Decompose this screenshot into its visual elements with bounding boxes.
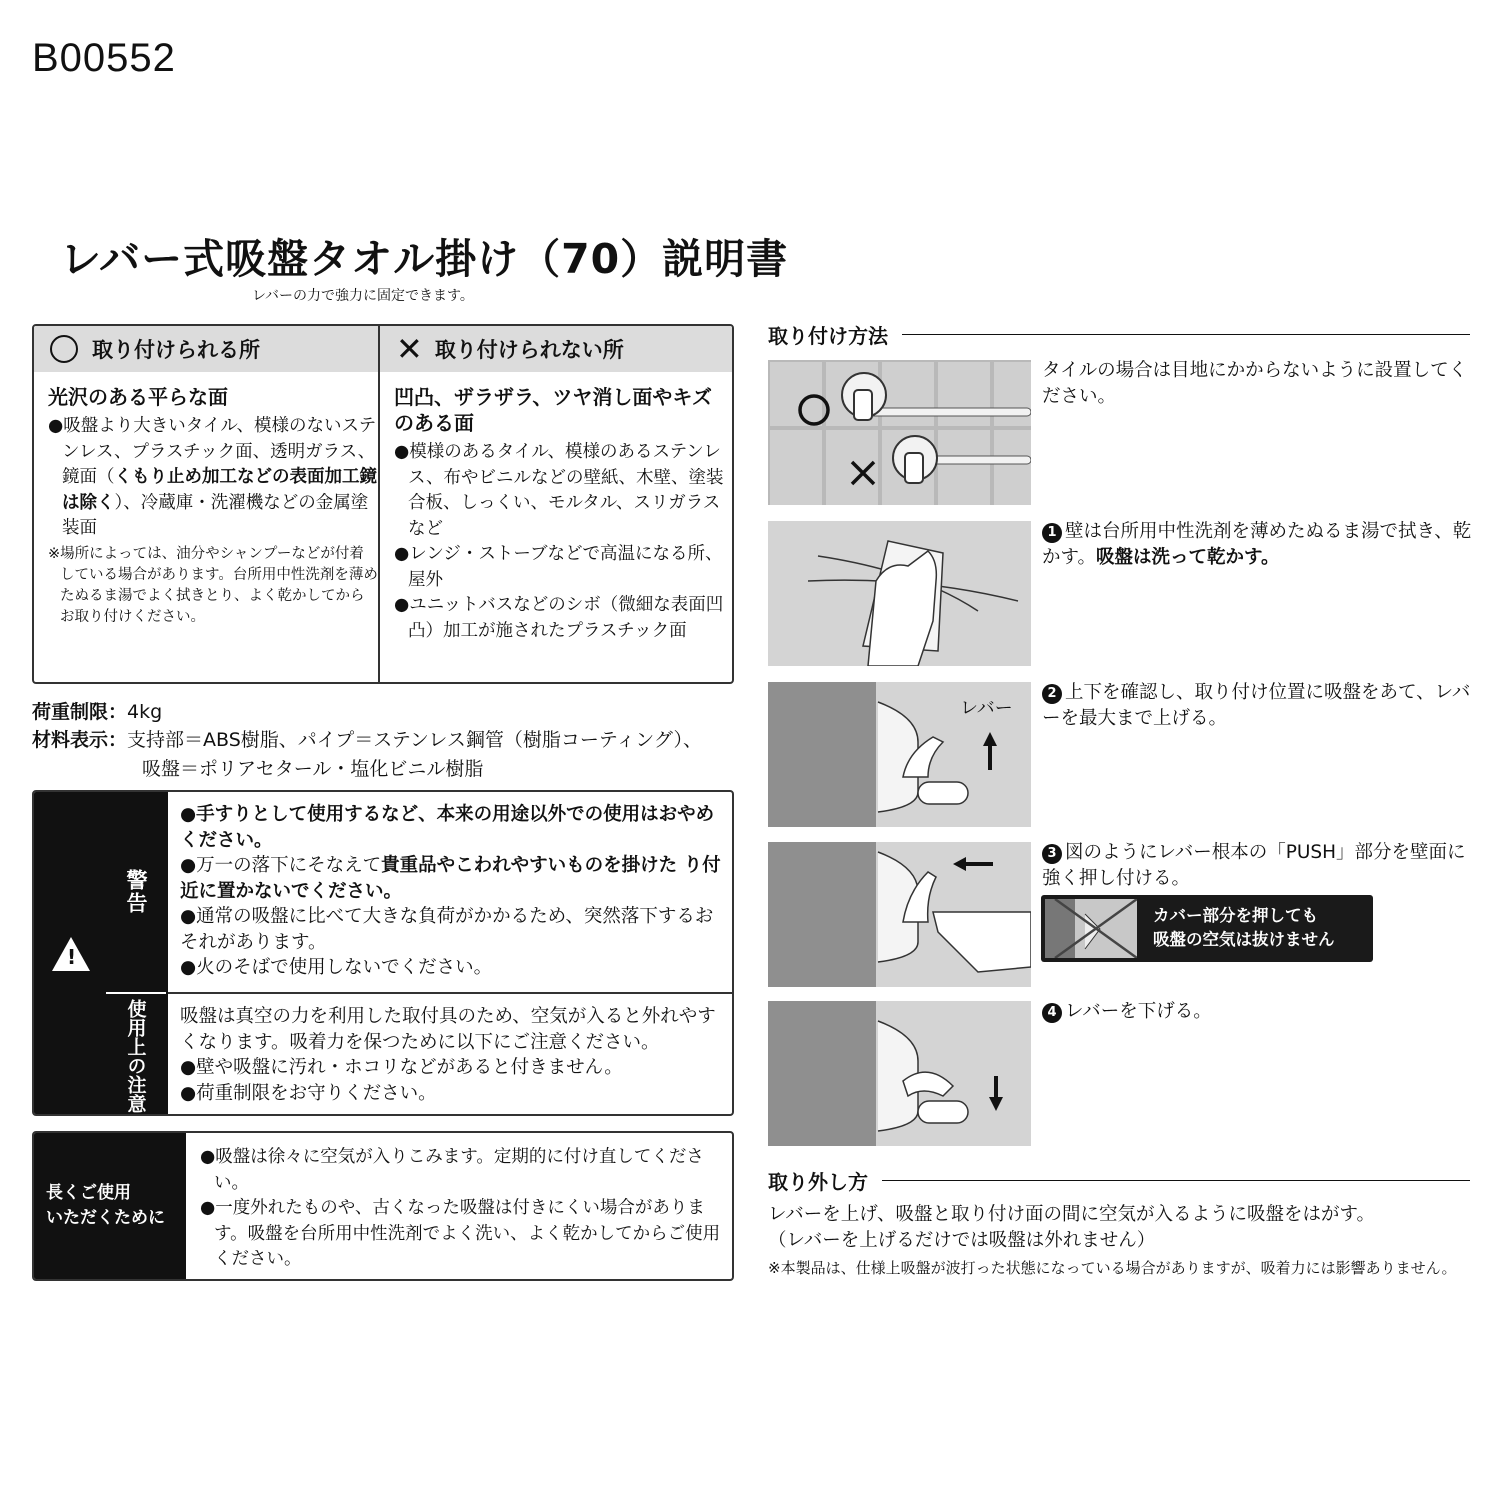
removal-note: ※本製品は、仕様上吸盤が波打った状態になっている場合がありますが、吸着力には影響ありません。: [768, 1259, 1457, 1277]
step2-text: 2 上下を確認し、取り付け位置に吸盤をあて、レバーを最大まで上げる。: [1042, 682, 1471, 729]
long-use-items: [200, 1145, 726, 1273]
long-use-item: ●一度外れたものや、古くなった吸盤は付きにくい場合があります。吸盤を台所用中性洗剤でよく洗い、よく乾かしてからご使用ください。: [200, 1198, 721, 1269]
caution-item: ●壁や吸盤に汚れ・ホコリなどがあると付きません。: [180, 1057, 623, 1078]
removal-line2: （レバーを上げるだけでは吸盤は外れません）: [768, 1230, 1156, 1251]
cannot-install-item: ●ユニットバスなどのシボ（微細な表面凹凸）加工が施されたプラスチック面: [394, 595, 724, 641]
can-install-header-label: 取り付けられる所: [92, 338, 260, 362]
warning-item: ●万一の落下にそなえて貴重品やこわれやすいものを掛けた り付近に置かないでください。: [180, 855, 721, 902]
caution-label: 使用上の注意: [106, 994, 166, 1116]
step1-illustration: [768, 521, 1031, 666]
step3-text: 3 図のようにレバー根本の「PUSH」部分を壁面に強く押し付ける。: [1042, 842, 1466, 889]
step3-illustration: [768, 842, 1031, 987]
can-install-heading: 光沢のある平らな面: [48, 385, 228, 409]
caution-intro: 吸盤は真空の力を利用した取付具のため、空気が入ると外れやすくなります。吸着力を保つために以下にご注意ください。: [180, 1006, 716, 1053]
cannot-install-item: ●模様のあるタイル、模様のあるステンレス、布やビニルなどの壁紙、木壁、塗装合板、しっくい、モルタル、スリガラスなど: [394, 442, 724, 539]
warning-box: ! 警告 使用上の注意 ●手すりとして使用するなど、本来の用途以外での使用はおやめください。 ●万一の落下にそなえて貴重品やこわれやすいものを掛けた り付近に置かないでください。 ●通常の吸盤に比べて大きな負荷がかかるため、突然落下するおそれがあります。 ●火のそばで使用しないでください。 吸盤は真空の力を利用した取付具のため、空気が入ると外れやすくなります。吸着力を保つために以下にご注意ください。 ●壁や吸盤に汚れ・ホコリなどがあると付きません。 ●荷重制限をお守りください。: [32, 790, 734, 1116]
cannot-install-header-label: 取り付けられない所: [434, 338, 624, 362]
cross-ng-icon: ✕: [396, 330, 423, 368]
cannot-install-column: [380, 326, 732, 682]
caution-items: [180, 1004, 728, 1106]
circle-ok-icon: [50, 335, 78, 363]
step4-number-icon: 4: [1042, 1003, 1062, 1023]
install-surface-table: [32, 324, 734, 684]
warning-item: ●火のそばで使用しないでください。: [180, 957, 493, 978]
warning-item: ●手すりとして使用するなど、本来の用途以外での使用はおやめください。: [180, 804, 715, 851]
warning-items: [180, 802, 728, 981]
can-install-column: [34, 326, 380, 682]
warning-label: 警告: [106, 792, 166, 992]
can-install-header: [34, 326, 378, 372]
cover-press-callout: [1041, 895, 1373, 962]
material-info-line2: 吸盤＝ポリアセタール・塩化ビニル樹脂: [142, 758, 484, 780]
page-subtitle: レバーの力で強力に固定できます。: [252, 288, 474, 304]
can-install-item: ●吸盤より大きいタイル、模様のないステンレス、プラスチック面、透明ガラス、鏡面（くもり止め加工などの表面加工鏡は除く）、冷蔵庫・洗濯機などの金属塗装面: [48, 416, 377, 538]
step3-number-icon: 3: [1042, 844, 1062, 864]
cannot-install-heading: 凹凸、ザラザラ、ツヤ消し面やキズのある面: [394, 385, 712, 435]
cannot-install-header: [380, 326, 732, 372]
step2-illustration: [768, 682, 1031, 827]
step2-number-icon: 2: [1042, 684, 1062, 704]
cover-press-thumbnail: [1045, 899, 1137, 958]
cover-press-callout-text: カバー部分を押しても 吸盤の空気は抜けません: [1153, 906, 1335, 949]
step1-number-icon: 1: [1042, 523, 1062, 543]
page-title: レバー式吸盤タオル掛け（70）説明書: [60, 235, 789, 283]
material-info: 材料表示：支持部＝ABS樹脂、パイプ＝ステンレス鋼管（樹脂コーティング）、: [32, 729, 703, 751]
install-method-heading: 取り付け方法: [768, 320, 1470, 349]
load-limit: 荷重制限：4kg: [32, 701, 163, 723]
removal-heading: 取り外し方: [768, 1166, 1470, 1195]
tile-illustration: [768, 360, 1031, 505]
can-install-note: ※場所によっては、油分やシャンプーなどが付着している場合があります。台所用中性洗剤を薄めたぬるま湯でよく拭きとり、よく乾かしてからお取り付けください。: [48, 545, 378, 625]
step4-text: 4 レバーを下げる。: [1042, 999, 1478, 1025]
tile-note: タイルの場合は目地にかからないように設置してください。: [1042, 360, 1468, 407]
removal-line1: レバーを上げ、吸盤と取り付け面の間に空気が入るように吸盤をはがす。: [768, 1204, 1375, 1225]
cannot-install-item: ●レンジ・ストーブなどで高温になる所、屋外: [394, 544, 723, 590]
step4-illustration: [768, 1001, 1031, 1146]
long-use-item: ●吸盤は徐々に空気が入りこみます。定期的に付け直してください。: [200, 1147, 704, 1193]
long-use-box: [32, 1131, 734, 1281]
warning-item: ●通常の吸盤に比べて大きな負荷がかかるため、突然落下するおそれがあります。: [180, 906, 714, 953]
lever-label: レバー: [960, 698, 1013, 719]
long-use-label: 長くご使用 いただくために: [34, 1133, 186, 1279]
caution-item: ●荷重制限をお守りください。: [180, 1082, 437, 1104]
product-code: B00552: [32, 36, 176, 80]
step1-text: 1 壁は台所用中性洗剤を薄めたぬるま湯で拭き、乾かす。吸盤は洗って乾かす。: [1042, 521, 1472, 568]
